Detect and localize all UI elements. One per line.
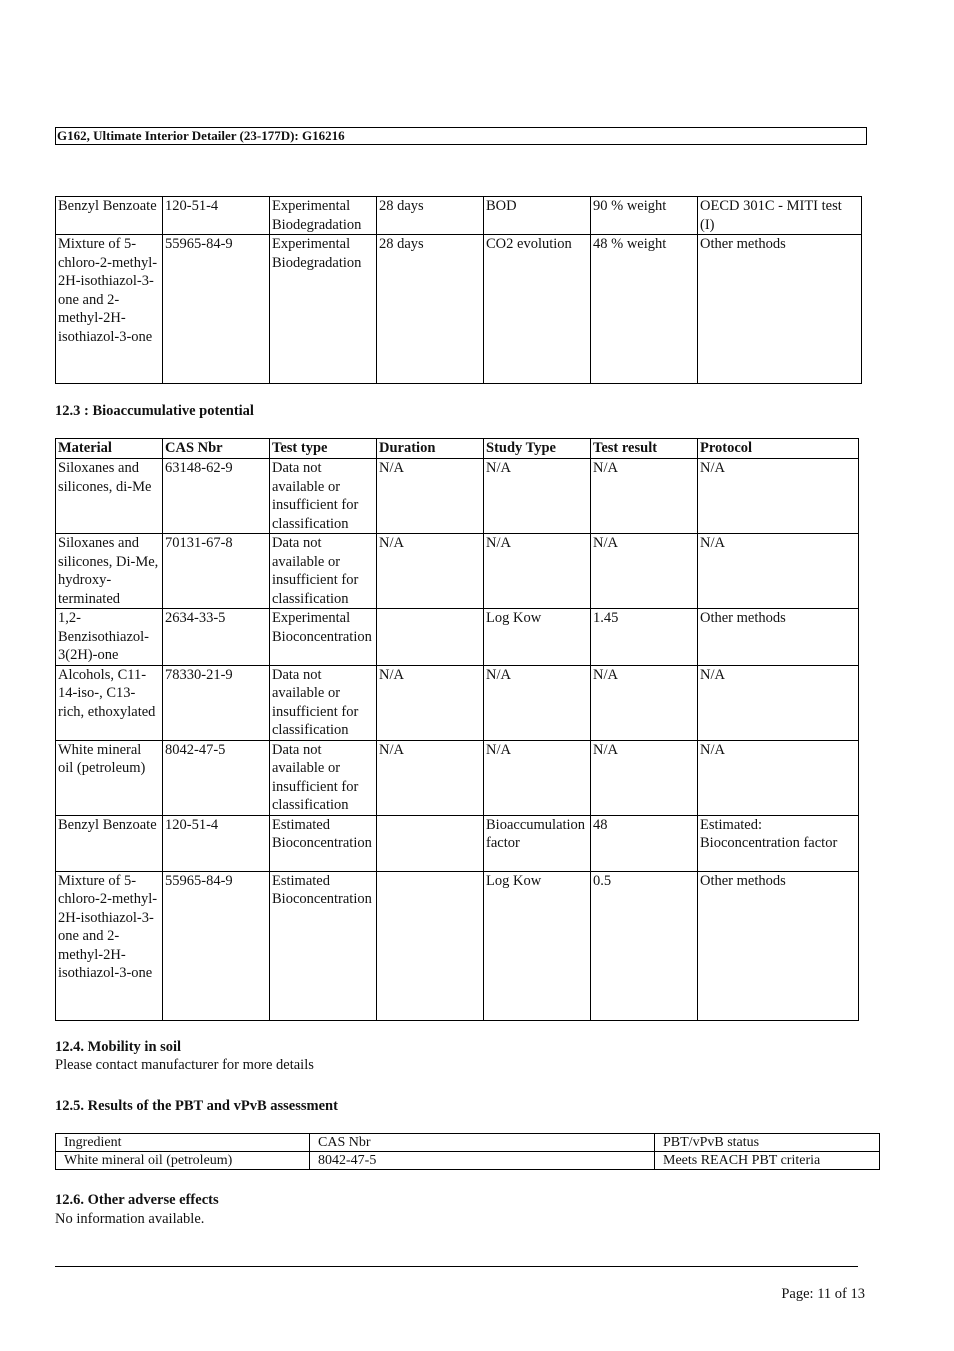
table-cell: N/A <box>698 459 859 534</box>
footer-divider <box>55 1266 858 1267</box>
table-cell: Estimated Bioconcentration <box>270 871 377 1020</box>
table-cell: 1.45 <box>591 609 698 666</box>
table-cell: 55965-84-9 <box>163 235 270 384</box>
table-cell: 120-51-4 <box>163 815 270 871</box>
table-cell: N/A <box>484 740 591 815</box>
table-cell: Meets REACH PBT criteria <box>655 1152 880 1170</box>
table-cell: BOD <box>484 197 591 235</box>
table-cell <box>377 815 484 871</box>
table-cell: N/A <box>591 459 698 534</box>
bioaccumulative-table <box>55 438 859 1021</box>
table-cell: Experimental Biodegradation <box>270 197 377 235</box>
table-cell <box>377 871 484 1020</box>
other-effects-text: No information available. <box>55 1211 205 1227</box>
column-header: Duration <box>377 439 484 459</box>
table-cell: Estimated: Bioconcentration factor <box>698 815 859 871</box>
section-heading-12-6: 12.6. Other adverse effects <box>55 1192 219 1208</box>
table-cell: Siloxanes and silicones, Di-Me, hydroxy-terminated <box>56 534 163 609</box>
table-row <box>56 871 859 1020</box>
table-cell: Log Kow <box>484 871 591 1020</box>
table-cell: 78330-21-9 <box>163 665 270 740</box>
table-cell <box>377 609 484 666</box>
table-row <box>56 740 859 815</box>
table-cell: Data not available or insufficient for classification <box>270 665 377 740</box>
table-cell: Other methods <box>698 235 862 384</box>
table-cell: 90 % weight <box>591 197 698 235</box>
column-header: Study Type <box>484 439 591 459</box>
table-cell: 120-51-4 <box>163 197 270 235</box>
table-row <box>56 609 859 666</box>
table-cell: 1,2-Benzisothiazol-3(2H)-one <box>56 609 163 666</box>
table-cell: 28 days <box>377 197 484 235</box>
table-cell: 2634-33-5 <box>163 609 270 666</box>
table-cell: 48 <box>591 815 698 871</box>
table-row <box>56 534 859 609</box>
pbt-assessment-table <box>55 1133 880 1170</box>
table-row <box>56 665 859 740</box>
table-cell: Alcohols, C11-14-iso-, C13-rich, ethoxylated <box>56 665 163 740</box>
table-cell: Data not available or insufficient for classification <box>270 534 377 609</box>
table-row <box>56 1152 880 1170</box>
table-header-row <box>56 1134 880 1152</box>
column-header: Test result <box>591 439 698 459</box>
column-header: CAS Nbr <box>163 439 270 459</box>
table-header-row <box>56 439 859 459</box>
biodegradation-table <box>55 196 862 384</box>
table-cell: 28 days <box>377 235 484 384</box>
table-cell: Mixture of 5-chloro-2-methyl-2H-isothiazol-3-one and 2-methyl-2H-isothiazol-3-one <box>56 235 163 384</box>
table-cell: 8042-47-5 <box>163 740 270 815</box>
page-number: Page: 11 of 13 <box>781 1286 865 1302</box>
table-cell: 0.5 <box>591 871 698 1020</box>
table-cell: Other methods <box>698 609 859 666</box>
table-cell: N/A <box>698 534 859 609</box>
table-cell: 55965-84-9 <box>163 871 270 1020</box>
table-cell: 70131-67-8 <box>163 534 270 609</box>
table-cell: N/A <box>377 740 484 815</box>
table-cell: Benzyl Benzoate <box>56 197 163 235</box>
table-cell: Siloxanes and silicones, di-Me <box>56 459 163 534</box>
column-header: Test type <box>270 439 377 459</box>
table-cell: 63148-62-9 <box>163 459 270 534</box>
column-header: CAS Nbr <box>310 1134 655 1152</box>
table-cell: N/A <box>484 665 591 740</box>
column-header: PBT/vPvB status <box>655 1134 880 1152</box>
table-cell: N/A <box>591 740 698 815</box>
table-cell: White mineral oil (petroleum) <box>56 740 163 815</box>
table-cell: N/A <box>377 665 484 740</box>
column-header: Material <box>56 439 163 459</box>
table-cell: OECD 301C - MITI test (I) <box>698 197 862 235</box>
table-cell: Other methods <box>698 871 859 1020</box>
table-cell: Bioaccumulation factor <box>484 815 591 871</box>
table-row <box>56 459 859 534</box>
table-cell: N/A <box>377 459 484 534</box>
table-cell: Mixture of 5-chloro-2-methyl-2H-isothiazol-3-one and 2-methyl-2H-isothiazol-3-one <box>56 871 163 1020</box>
table-cell: N/A <box>591 534 698 609</box>
table-row <box>56 815 859 871</box>
section-heading-12-4: 12.4. Mobility in soil <box>55 1039 182 1055</box>
table-cell: 8042-47-5 <box>310 1152 655 1170</box>
table-cell: Experimental Biodegradation <box>270 235 377 384</box>
table-cell: N/A <box>484 534 591 609</box>
section-heading-12-3: 12.3 : Bioaccumulative potential <box>55 403 254 419</box>
table-cell: N/A <box>377 534 484 609</box>
column-header: Ingredient <box>56 1134 310 1152</box>
table-cell: Data not available or insufficient for classification <box>270 459 377 534</box>
table-cell: Data not available or insufficient for classification <box>270 740 377 815</box>
table-cell: Log Kow <box>484 609 591 666</box>
table-cell: N/A <box>698 740 859 815</box>
column-header: Protocol <box>698 439 859 459</box>
table-cell: Experimental Bioconcentration <box>270 609 377 666</box>
document-header: G162, Ultimate Interior Detailer (23-177D): G16216 <box>55 127 867 145</box>
table-cell: Benzyl Benzoate <box>56 815 163 871</box>
section-heading-12-5: 12.5. Results of the PBT and vPvB assessment <box>55 1098 338 1114</box>
table-cell: 48 % weight <box>591 235 698 384</box>
table-cell: N/A <box>591 665 698 740</box>
table-cell: White mineral oil (petroleum) <box>56 1152 310 1170</box>
table-row <box>56 235 862 384</box>
table-cell: N/A <box>698 665 859 740</box>
table-cell: Estimated Bioconcentration <box>270 815 377 871</box>
table-row <box>56 197 862 235</box>
table-cell: CO2 evolution <box>484 235 591 384</box>
table-cell: N/A <box>484 459 591 534</box>
mobility-text: Please contact manufacturer for more details <box>55 1057 314 1073</box>
